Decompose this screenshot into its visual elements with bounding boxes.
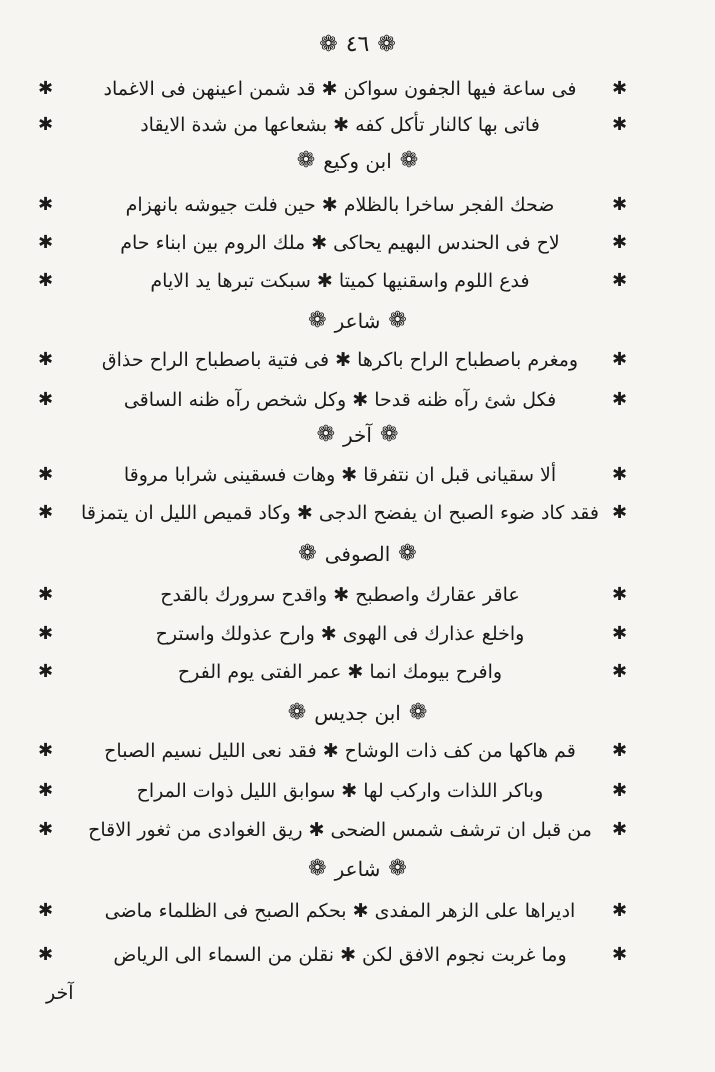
verse-text: اديراها على الزهر المفدى ✱ بحكم الصبح فى الظلماء ماضى	[104, 900, 576, 922]
asterisk-icon: ✱	[38, 78, 54, 99]
asterisk-icon: ✱	[612, 114, 628, 135]
asterisk-icon: ✱	[612, 78, 628, 99]
poet-name: شاعر	[334, 309, 381, 333]
asterisk-icon: ✱	[612, 584, 628, 605]
verse-text: ومغرم باصطباح الراح باكرها ✱ فى فتية باصطباح الراح حذاق	[101, 349, 579, 371]
asterisk-icon: ✱	[612, 661, 628, 682]
verse-text: وافرح بيومك انما ✱ عمر الفتى يوم الفرح	[177, 661, 503, 683]
asterisk-icon: ✱	[38, 232, 54, 253]
asterisk-icon: ✱	[38, 900, 54, 921]
verse-text: عاقر عقارك واصطبح ✱ واقدح سرورك بالقدح	[160, 584, 520, 606]
asterisk-icon: ✱	[612, 780, 628, 801]
verse-text: ضحك الفجر ساخرا بالظلام ✱ حين فلت جيوشه بانهزام	[125, 194, 555, 216]
poet-name: الصوفى	[324, 542, 391, 566]
asterisk-icon: ✱	[612, 623, 628, 644]
verse-text: فى ساعة فيها الجفون سواكن ✱ قد شمن اعينهن فى الاغماد	[103, 78, 577, 100]
verse-line	[0, 578, 715, 612]
asterisk-icon: ✱	[612, 819, 628, 840]
asterisk-icon: ✱	[38, 584, 54, 605]
asterisk-icon: ✱	[38, 623, 54, 644]
poet-heading	[0, 144, 715, 178]
asterisk-icon: ✱	[38, 740, 54, 761]
poet-heading	[0, 537, 715, 571]
asterisk-icon: ✱	[612, 502, 628, 523]
asterisk-icon: ✱	[38, 464, 54, 485]
asterisk-icon: ✱	[38, 819, 54, 840]
ornament-icon: ❁	[388, 308, 407, 333]
poet-name: ابن وكيع	[323, 149, 392, 173]
ornament-icon: ❁	[319, 32, 338, 57]
ornament-icon: ❁	[308, 308, 327, 333]
verse-line	[0, 188, 715, 222]
asterisk-icon: ✱	[38, 661, 54, 682]
verse-text: وما غربت نجوم الافق لكن ✱ نقلن من السماء الى الرياض	[113, 944, 567, 966]
verse-line	[0, 343, 715, 377]
asterisk-icon: ✱	[612, 464, 628, 485]
asterisk-icon: ✱	[38, 944, 54, 965]
ornament-icon: ❁	[316, 422, 336, 447]
verse-line	[0, 226, 715, 260]
asterisk-icon: ✱	[38, 349, 54, 370]
ornament-icon: ❁	[408, 700, 428, 725]
verse-line	[0, 617, 715, 651]
ornament-icon: ❁	[298, 541, 317, 566]
asterisk-icon: ✱	[38, 389, 54, 410]
verse-text: ألا سقيانى قبل ان نتفرقا ✱ وهات فسقينى شرابا مروقا	[123, 464, 557, 486]
verse-line	[0, 108, 715, 142]
asterisk-icon: ✱	[612, 270, 628, 291]
verse-line	[0, 774, 715, 808]
asterisk-icon: ✱	[612, 944, 628, 965]
verse-text: واخلع عذارك فى الهوى ✱ وارح عذولك واسترح	[155, 623, 525, 645]
verse-line	[0, 264, 715, 298]
ornament-icon: ❁	[296, 148, 316, 173]
ornament-icon: ❁	[308, 856, 327, 881]
verse-text: وباكر اللذات واركب لها ✱ سوابق الليل ذوات المراح	[136, 780, 544, 802]
poet-heading	[0, 304, 715, 338]
poet-heading	[0, 696, 715, 730]
ornament-icon: ❁	[399, 148, 419, 173]
ornament-icon: ❁	[287, 700, 307, 725]
verse-text: قم هاكها من كف ذات الوشاح ✱ فقد نعى الليل نسيم الصباح	[104, 740, 576, 762]
verse-line	[0, 938, 715, 972]
poet-name: ابن جديس	[314, 701, 401, 725]
asterisk-icon: ✱	[38, 780, 54, 801]
catchword: آخر	[46, 982, 74, 1004]
verse-line	[0, 458, 715, 492]
verse-text: فكل شئ رآه ظنه قدحا ✱ وكل شخص رآه ظنه الساقى	[123, 389, 557, 411]
poet-heading	[0, 852, 715, 886]
page-header	[0, 28, 715, 62]
verse-line	[0, 813, 715, 847]
verse-line	[0, 383, 715, 417]
ornament-icon: ❁	[379, 422, 399, 447]
ornament-icon: ❁	[388, 856, 407, 881]
ornament-icon: ❁	[398, 541, 417, 566]
poet-name: شاعر	[334, 857, 381, 881]
asterisk-icon: ✱	[38, 502, 54, 523]
asterisk-icon: ✱	[612, 349, 628, 370]
asterisk-icon: ✱	[38, 194, 54, 215]
asterisk-icon: ✱	[38, 114, 54, 135]
poet-name: آخر	[343, 423, 372, 447]
verse-text: فدع اللوم واسقنيها كميتا ✱ سبكت تبرها يد الايام	[150, 270, 530, 292]
asterisk-icon: ✱	[38, 270, 54, 291]
asterisk-icon: ✱	[612, 740, 628, 761]
verse-line	[0, 496, 715, 530]
verse-line	[0, 655, 715, 689]
verse-line	[0, 734, 715, 768]
asterisk-icon: ✱	[612, 389, 628, 410]
asterisk-icon: ✱	[612, 900, 628, 921]
verse-line	[0, 72, 715, 106]
asterisk-icon: ✱	[612, 194, 628, 215]
verse-text: لاح فى الحندس البهيم يحاكى ✱ ملك الروم بين ابناء حام	[120, 232, 560, 254]
verse-text: من قبل ان ترشف شمس الضحى ✱ ريق الغوادى من ثغور الاقاح	[88, 819, 592, 841]
poet-heading	[0, 418, 715, 452]
page-number: ٤٦	[345, 32, 370, 57]
verse-text: فاتى بها كالنار تأكل كفه ✱ بشعاعها من شدة الايقاد	[140, 114, 540, 136]
ornament-icon: ❁	[377, 32, 396, 57]
verse-line	[0, 894, 715, 928]
verse-text: فقد كاد ضوء الصبح ان يفضح الدجى ✱ وكاد قميص الليل ان يتمزقا	[81, 502, 599, 524]
asterisk-icon: ✱	[612, 232, 628, 253]
